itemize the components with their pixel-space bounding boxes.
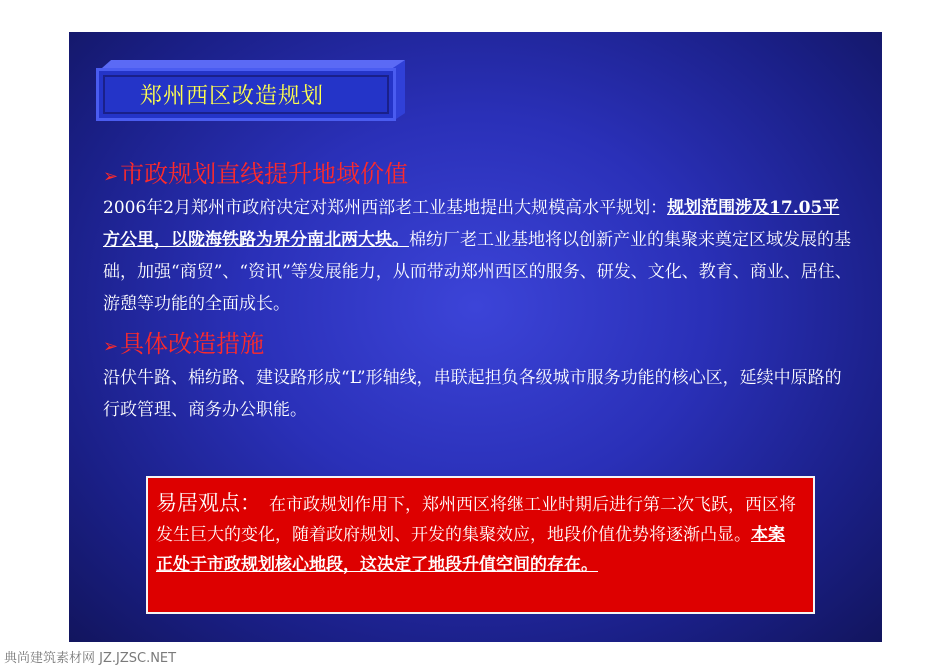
section-heading-measures bbox=[103, 324, 264, 359]
viewpoint-emphasis: 本案正处于市政规划核心地段，这决定了地段升值空间的存在。 bbox=[156, 525, 785, 575]
title-box-top-bevel bbox=[102, 60, 405, 68]
section-heading-value-text: 市政规划直线提升地域价值 bbox=[120, 160, 409, 188]
arrowhead-bullet-icon: ➢ bbox=[103, 166, 119, 187]
page-title: 郑州西区改造规划 bbox=[140, 84, 325, 109]
slide bbox=[69, 32, 882, 642]
viewpoint-paragraph bbox=[156, 488, 799, 580]
watermark: 典尚建筑素材网 JZ.JZSC.NET bbox=[4, 651, 177, 666]
section-paragraph-measures: 沿伏牛路、棉纺路、建设路形成“L”形轴线，串联起担负各级城市服务功能的核心区，延续中原路的行政管理、商务办公职能。 bbox=[103, 368, 842, 420]
paragraph-part-c: 棉纺厂老工业基地将以创新产业的集聚来奠定区域发展的基础，加强“商贸”、“资讯”等发展能力，从而带动郑州西区的服务、研发、文化、教育、商业、居住、游憩等功能的全面成长。 bbox=[103, 230, 852, 314]
viewpoint-label: 易居观点： bbox=[156, 491, 261, 515]
section-heading-measures-text: 具体改造措施 bbox=[120, 330, 265, 358]
section-paragraph-value bbox=[103, 192, 855, 320]
viewpoint-text: 在市政规划作用下，郑州西区将继工业时期后进行第二次飞跃，西区将发生巨大的变化，随着政府规划、开发的集聚效应，地段价值优势将逐渐凸显。 bbox=[156, 495, 796, 545]
viewpoint-box bbox=[146, 476, 815, 614]
paragraph-emphasis: 规划范围涉及17.05平方公里，以陇海铁路为界分南北两大块。 bbox=[103, 198, 840, 250]
paragraph-part-a: 2006年2月郑州市政府决定对郑州西部老工业基地提出大规模高水平规划： bbox=[103, 198, 668, 218]
title-box bbox=[96, 60, 405, 121]
section-heading-value bbox=[103, 154, 408, 189]
arrowhead-bullet-icon: ➢ bbox=[103, 336, 119, 357]
